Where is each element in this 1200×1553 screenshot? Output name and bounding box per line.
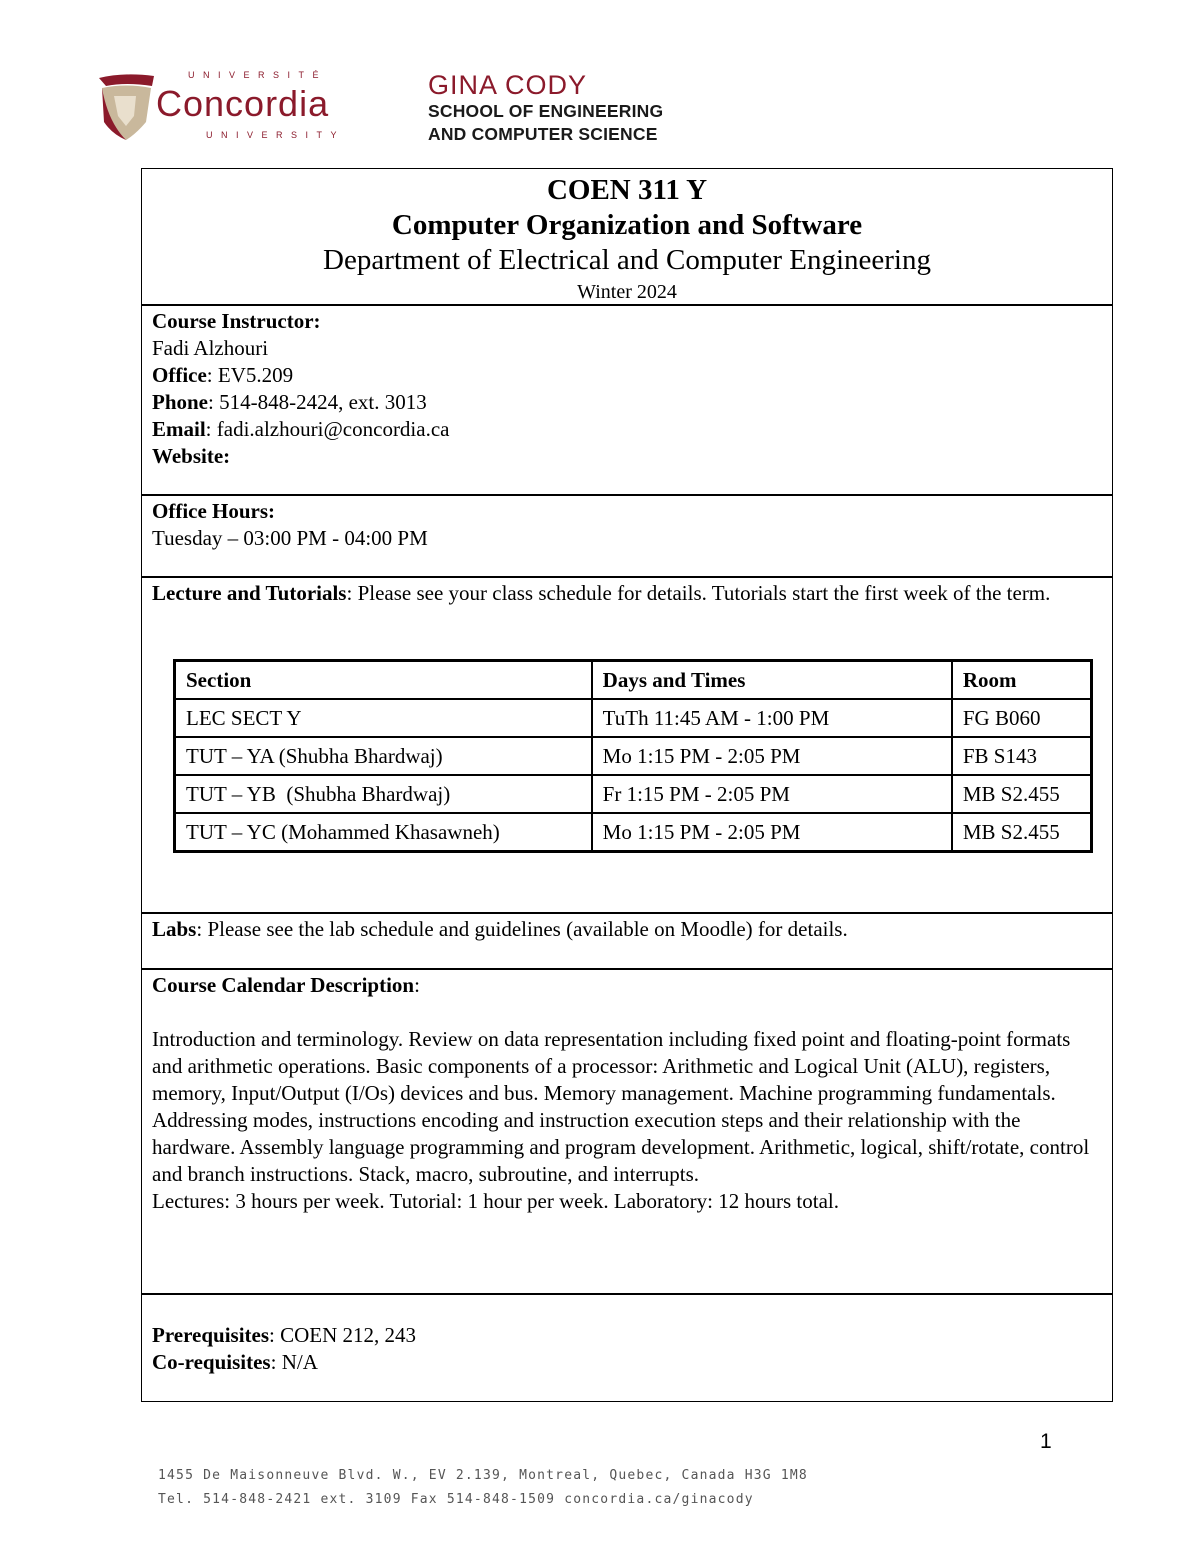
logo-top-text: UNIVERSITÉ [188, 70, 328, 80]
labs-label: Labs [152, 917, 197, 941]
logo-main-text: Concordia [156, 83, 330, 124]
table-row [175, 813, 1092, 852]
cell-section: LEC SECT Y [175, 699, 592, 737]
concordia-logo [96, 66, 396, 148]
school-logo [428, 70, 748, 150]
course-outline-box [141, 168, 1113, 1402]
cell-room: MB S2.455 [952, 775, 1092, 813]
cell-section: TUT – YB (Shubha Bhardwaj) [175, 775, 592, 813]
school-title: GINA CODY [428, 70, 588, 100]
cell-section: TUT – YA (Shubha Bhardwaj) [175, 737, 592, 775]
cell-days-times: Mo 1:15 PM - 2:05 PM [592, 737, 952, 775]
requisites-section [142, 1295, 1112, 1401]
calendar-description: Introduction and terminology. Review on data representation including fixed point and floating-point formats and arithmetic operations. Basic components of a processor: Arithmetic and Logical Unit (ALU), registers, memory, Input/Output (I/Os) devices and bus. Memory management. Machine programming fundamentals. Addressing modes, instructions encoding and instruction execution steps and their relationship with the hardware. Assembly language programming and program development. Arithmetic, logical, shift/rotate, control and branch instructions. Stack, macro, subroutine, and interrupts. [152, 1027, 1090, 1186]
office-hours-text: Tuesday – 03:00 PM - 04:00 PM [152, 526, 428, 550]
cell-room: FB S143 [952, 737, 1092, 775]
instructor-section [142, 306, 1112, 496]
email-link[interactable]: : fadi.alzhouri@concordia.ca [205, 417, 450, 441]
table-row [175, 775, 1092, 813]
labs-section [142, 914, 1112, 970]
school-line-1: SCHOOL OF ENGINEERING [428, 101, 664, 121]
instructor-name: Fadi Alzhouri [152, 336, 269, 360]
lectures-label: Lecture and Tutorials [152, 581, 347, 605]
calendar-section: Course Calendar Description: Introduction and terminology. Review on data representation including fixed point and floating-point formats and arithmetic operations. Basic components of a processor: Arithmetic and Logical Unit (ALU), registers, memory, Input/Output (I/Os) devices and bus. Memory management. Machine programming fundamentals. Addressing modes, instructions encoding and instruction execution steps and their relationship with the hardware. Assembly language programming and program development. Arithmetic, logical, shift/rotate, control and branch instructions. Stack, macro, subroutine, and interrupts. Lectures: 3 hours per week. Tutorial: 1 hour per week. Laboratory: 12 hours total. [142, 970, 1112, 1295]
cell-room: MB S2.455 [952, 813, 1092, 852]
footer-contact: Tel. 514-848-2421 ext. 3109 Fax 514-848-1509 concordia.ca/ginacody [158, 1492, 754, 1507]
term: Winter 2024 [577, 281, 677, 303]
page-number: 1 [1040, 1430, 1052, 1453]
header-section: Section [175, 661, 592, 700]
table-header-row [175, 661, 1092, 700]
course-name: Computer Organization and Software [391, 209, 863, 241]
footer [158, 1464, 808, 1512]
instructor-phone: Phone: 514-848-2424, ext. 3013 [152, 390, 427, 414]
table-row [175, 737, 1092, 775]
office-hours-section [142, 496, 1112, 578]
prerequisites: Prerequisites: COEN 212, 243 [152, 1323, 417, 1347]
cell-section: TUT – YC (Mohammed Khasawneh) [175, 813, 592, 852]
course-title-section [142, 169, 1112, 306]
cell-days-times: Fr 1:15 PM - 2:05 PM [592, 775, 952, 813]
concordia-shield-icon [96, 66, 396, 148]
corequisites: Co-requisites: N/A [152, 1350, 318, 1374]
labs-text: : Please see the lab schedule and guidelines (available on Moodle) for details. [196, 917, 848, 941]
instructor-email: Email: fadi.alzhouri@concordia.ca [152, 417, 450, 441]
website-label: Website: [152, 444, 231, 468]
instructor-office: Office: EV5.209 [152, 363, 294, 387]
department: Department of Electrical and Computer Engineering [323, 244, 931, 276]
footer-address: 1455 De Maisonneuve Blvd. W., EV 2.139, Montreal, Quebec, Canada H3G 1M8 [158, 1468, 808, 1483]
cell-days-times: TuTh 11:45 AM - 1:00 PM [592, 699, 952, 737]
calendar-label: Course Calendar Description [152, 973, 415, 997]
instructor-heading: Course Instructor: [152, 309, 321, 333]
school-line-2: AND COMPUTER SCIENCE [428, 124, 658, 144]
logo-bottom-text: UNIVERSITY [206, 130, 346, 140]
header-days-times: Days and Times [592, 661, 952, 700]
calendar-hours: Lectures: 3 hours per week. Tutorial: 1 hour per week. Laboratory: 12 hours total. [152, 1189, 840, 1213]
cell-room: FG B060 [952, 699, 1092, 737]
lectures-text: : Please see your class schedule for details. Tutorials start the first week of the term. [346, 581, 1051, 605]
schedule-table [173, 659, 1093, 853]
header-room: Room [952, 661, 1092, 700]
table-row [175, 699, 1092, 737]
cell-days-times: Mo 1:15 PM - 2:05 PM [592, 813, 952, 852]
office-hours-heading: Office Hours: [152, 499, 276, 523]
course-code: COEN 311 Y [546, 174, 708, 206]
